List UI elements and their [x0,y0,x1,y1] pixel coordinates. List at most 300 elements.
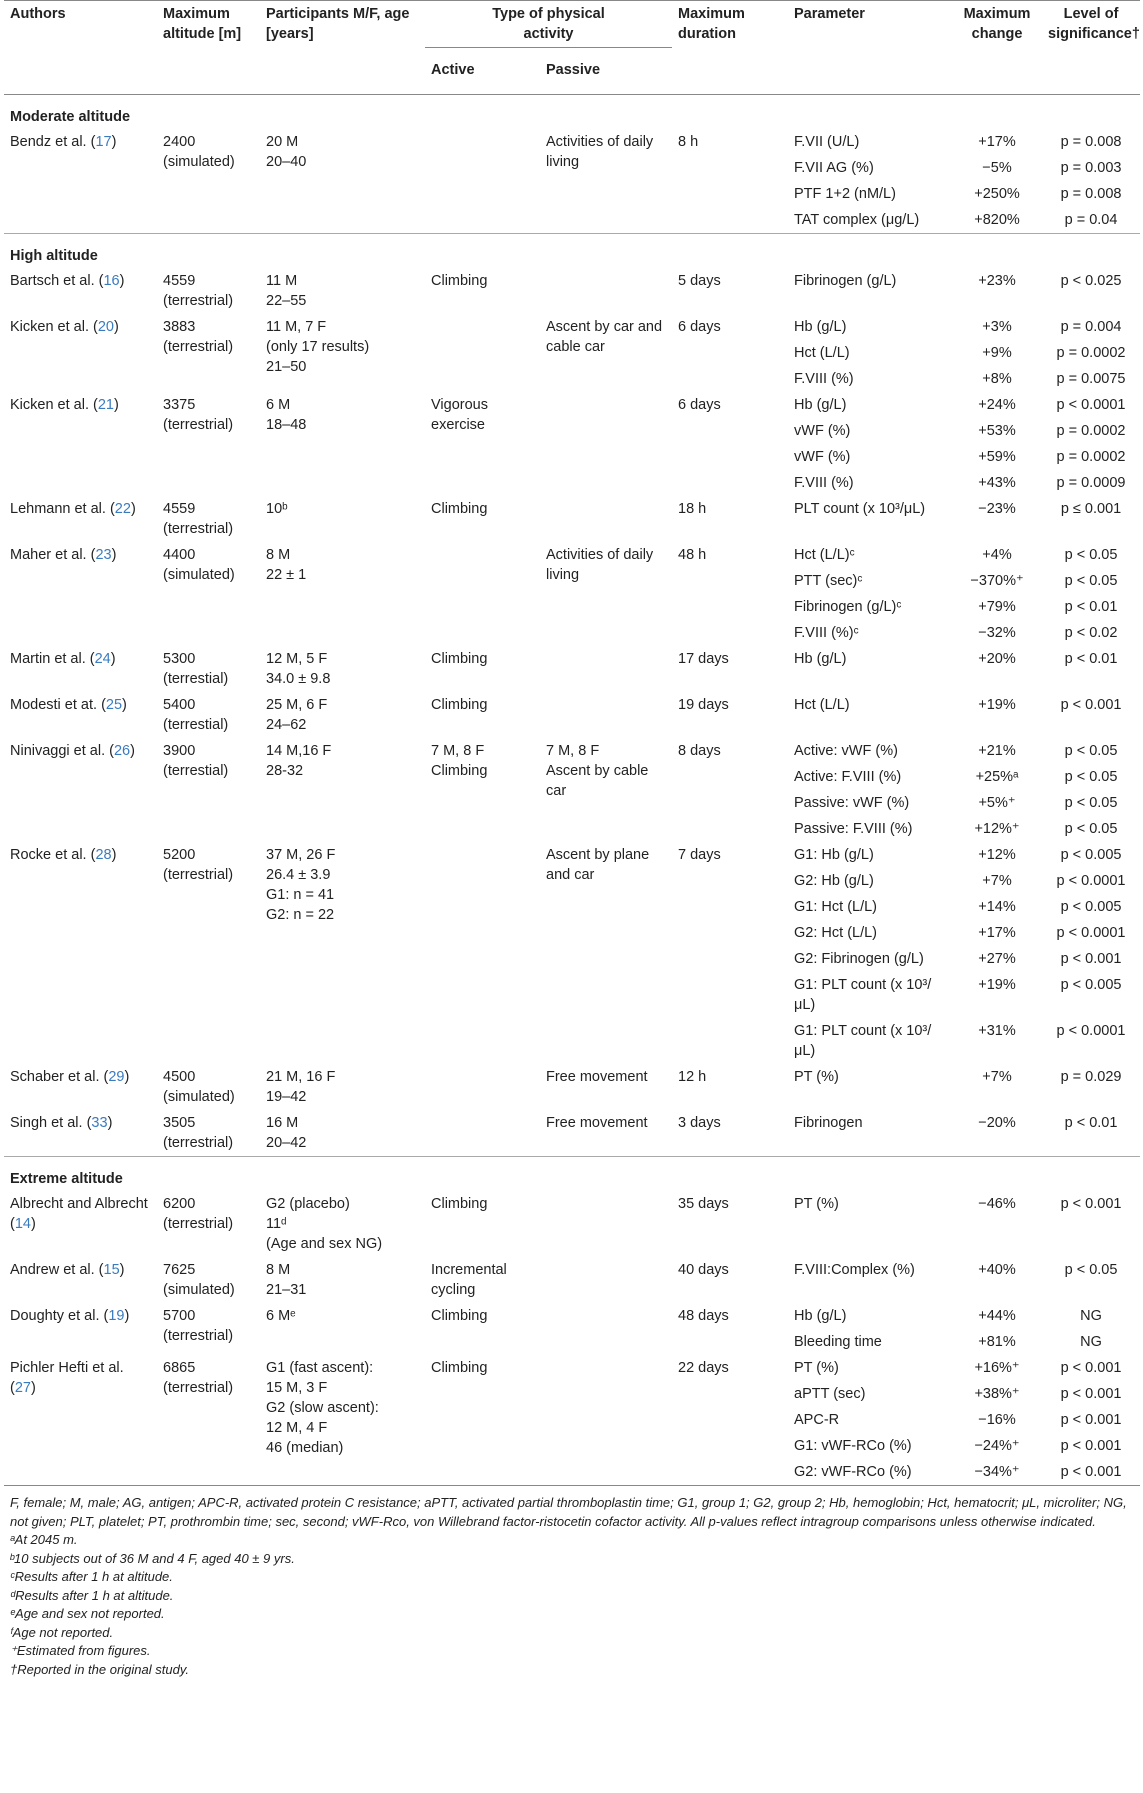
altitude-value: 6865 [163,1360,196,1376]
participants-line: 6 Mᵉ [266,1308,296,1324]
duration-cell: 40 days [678,1262,729,1278]
table-row [4,392,1140,418]
footnote: F, female; M, male; AG, antigen; APC-R, activated protein C resistance; aPTT, activated partial thromboplastin time; G1, group 1; G2, group 2; Hb, hemoglobin; Hct, hematocrit; μL, microliter; NG, not given; PLT, platelet; PT, prothrombin time; sec, second; vWF-Rco, von Willebrand factor-ristocetin cofactor activity. All p-values reflect intragroup comparisons unless otherwise indicated. [10,1495,1127,1529]
author-name: Lehmann et al. [10,501,106,517]
altitude-cell [157,1303,260,1355]
altitude-value: 3375 [163,397,196,413]
altitude-type: (terrestrial) [163,521,234,537]
parameter-cell: PTT (sec)ᶜ [794,573,863,589]
change-cell: +23% [978,273,1016,289]
change-cell: +16%⁺ [974,1360,1020,1376]
table-row [4,842,1140,868]
parameter-cell: F.VIII (%) [794,371,854,387]
altitude-type: (simulated) [163,1282,235,1298]
participants-line: 46 (median) [266,1440,344,1456]
table-row [4,542,1140,568]
author-cell: Modesti et at. (25) [10,697,127,713]
header-duration: Maximum duration [678,6,745,42]
participants-line: 25 M, 6 F [266,697,328,713]
table-row [4,268,1140,314]
change-cell: −32% [978,625,1016,641]
parameter-cell: F.VIII (%) [794,475,854,491]
significance-cell: p < 0.005 [1060,899,1122,915]
author-cell: Bendz et al. (17) [10,134,117,150]
change-cell: +43% [978,475,1016,491]
passive-activity-cell [540,1257,672,1303]
change-cell: +17% [978,925,1016,941]
parameter-cell: G2: Fibrinogen (g/L) [794,951,924,967]
altitude-cell [157,842,260,1064]
duration-cell: 5 days [678,273,721,289]
altitude-cell [157,129,260,234]
change-cell: +38%⁺ [974,1386,1020,1402]
table-row [4,1303,1140,1329]
participants-line: (only 17 results) [266,339,370,355]
parameter-cell: F.VII (U/L) [794,134,860,150]
altitude-cell [157,1191,260,1257]
reference-link[interactable]: 14 [14,1216,31,1232]
altitude-value: 5300 [163,651,196,667]
participants-line: 34.0 ± 9.8 [266,671,331,687]
significance-cell: p < 0.001 [1060,1412,1122,1428]
reference-link[interactable]: 28 [95,847,112,863]
table-row [4,692,1140,738]
parameter-cell: Fibrinogen (g/L) [794,273,897,289]
altitude-cell [157,392,260,496]
table-row [4,1355,1140,1381]
change-cell: +4% [982,547,1012,563]
change-cell: +79% [978,599,1016,615]
parameter-cell: G2: Hb (g/L) [794,873,874,889]
participants-line: 16 M [266,1115,299,1131]
author-cell: Rocke et al. (28) [10,847,117,863]
table-row [4,1110,1140,1157]
change-cell: +9% [982,345,1012,361]
participants-line: G2 (slow ascent): [266,1400,379,1416]
active-activity-line: Climbing [431,273,488,289]
active-activity-cell [425,314,540,392]
significance-cell: p = 0.029 [1060,1069,1122,1085]
participants-cell [260,692,425,738]
altitude-cell [157,646,260,692]
participants-line: 14 M,16 F [266,743,332,759]
table-row [4,646,1140,692]
reference-link[interactable]: 23 [95,547,112,563]
significance-cell: p = 0.003 [1060,160,1122,176]
altitude-type: (terrestrial) [163,417,234,433]
change-cell: +3% [982,319,1012,335]
passive-activity-cell [540,1355,672,1485]
parameter-cell: Hct (L/L)ᶜ [794,547,855,563]
parameter-cell: PT (%) [794,1196,839,1212]
active-activity-cell [425,268,540,314]
change-cell: +8% [982,371,1012,387]
altitude-type: (terrestial) [163,671,229,687]
reference-link[interactable]: 19 [108,1308,125,1324]
participants-line: (Age and sex NG) [266,1236,383,1252]
change-cell: +12% [978,847,1016,863]
participants-line: 10ᵇ [266,501,288,517]
parameter-cell: Bleeding time [794,1334,882,1350]
change-cell: +7% [982,1069,1012,1085]
footnote: †Reported in the original study. [10,1661,189,1677]
duration-cell: 3 days [678,1115,721,1131]
significance-cell: p < 0.0001 [1056,1023,1126,1039]
footnote: ᵈResults after 1 h at altitude. [10,1587,174,1603]
header-participants: Participants M/F, age [years] [266,6,410,42]
participants-line: 26.4 ± 3.9 [266,867,331,883]
significance-cell: p < 0.025 [1060,273,1122,289]
participants-line: 20 M [266,134,299,150]
duration-cell: 8 h [678,134,699,150]
altitude-value: 3900 [163,743,196,759]
parameter-cell: Fibrinogen (g/L)ᶜ [794,599,902,615]
reference-link[interactable]: 17 [95,134,112,150]
participants-cell [260,1110,425,1157]
passive-activity-cell [540,1303,672,1355]
participants-cell [260,314,425,392]
passive-activity-line: Ascent by cable car [546,763,649,799]
header-max-altitude: Maximum altitude [m] [163,6,242,42]
author-cell: Albrecht and Albrecht (14) [10,1196,148,1232]
author-name: Schaber et al. [10,1069,100,1085]
participants-line: G1: n = 41 [266,887,335,903]
author-cell: Martin et al. (24) [10,651,116,667]
altitude-cell [157,692,260,738]
participants-cell [260,129,425,234]
significance-cell: p < 0.001 [1060,951,1122,967]
altitude-type: (terrestrial) [163,1216,234,1232]
altitude-type: (terrestial) [163,763,229,779]
significance-cell: NG [1080,1334,1102,1350]
table-row [4,314,1140,340]
altitude-cell [157,1257,260,1303]
active-activity-line: Vigorous exercise [431,397,488,433]
parameter-cell: PT (%) [794,1360,839,1376]
author-name: Kicken et al. [10,397,89,413]
participants-line: 11 M, 7 F [266,319,327,335]
altitude-value: 4559 [163,501,196,517]
reference-link[interactable]: 16 [103,273,120,289]
reference-link[interactable]: 27 [14,1380,31,1396]
parameter-cell: G2: vWF-RCo (%) [794,1464,912,1480]
significance-cell: p < 0.001 [1060,1360,1122,1376]
participants-line: 8 M [266,1262,291,1278]
significance-cell: p < 0.05 [1064,769,1118,785]
author-cell: Andrew et al. (15) [10,1262,125,1278]
participants-cell [260,1257,425,1303]
parameter-cell: Fibrinogen [794,1115,863,1131]
header-passive: Passive [546,62,601,78]
altitude-type: (terrestrial) [163,1135,234,1151]
altitude-type: (terrestrial) [163,293,234,309]
altitude-value: 3883 [163,319,196,335]
altitude-value: 6200 [163,1196,196,1212]
section-row [4,95,1140,130]
change-cell: +40% [978,1262,1016,1278]
participants-cell [260,496,425,542]
significance-cell: p = 0.008 [1060,186,1122,202]
parameter-cell: F.VIII:Complex (%) [794,1262,915,1278]
altitude-coagulation-table [4,0,1140,1485]
header-activity-type: Type of physical activity [425,1,672,48]
altitude-cell [157,542,260,646]
altitude-cell [157,268,260,314]
participants-line: G2 (placebo) [266,1196,350,1212]
participants-line: 37 M, 26 F [266,847,336,863]
passive-activity-line: Ascent by plane and car [546,847,650,883]
participants-line: 28-32 [266,763,304,779]
author-name: Maher et al. [10,547,87,563]
change-cell: +81% [978,1334,1016,1350]
significance-cell: p = 0.0002 [1056,423,1126,439]
active-activity-line: Climbing [431,697,488,713]
author-name: Martin et al. [10,651,86,667]
parameter-cell: Hct (L/L) [794,697,850,713]
author-cell: Pichler Hefti et al. (27) [10,1360,124,1396]
passive-activity-line: Activities of daily living [546,547,654,583]
parameter-cell: G1: PLT count (x 10³/μL) [794,977,932,1013]
significance-cell: p < 0.001 [1060,1464,1122,1480]
active-activity-cell [425,738,540,842]
altitude-cell [157,314,260,392]
participants-line: 21–31 [266,1282,307,1298]
significance-cell: p < 0.001 [1060,1386,1122,1402]
altitude-value: 4400 [163,547,196,563]
author-name: Kicken et al. [10,319,89,335]
section-title: Extreme altitude [4,1157,1140,1192]
duration-cell: 35 days [678,1196,729,1212]
change-cell: −20% [978,1115,1016,1131]
altitude-type: (terrestrial) [163,1380,234,1396]
change-cell: −46% [978,1196,1016,1212]
reference-link[interactable]: 22 [114,501,131,517]
altitude-cell [157,496,260,542]
altitude-type: (terrestrial) [163,867,234,883]
author-name: Bendz et al. [10,134,87,150]
active-activity-line: Climbing [431,1308,488,1324]
change-cell: +20% [978,651,1016,667]
active-activity-line: Climbing [431,501,488,517]
significance-cell: p < 0.01 [1064,599,1118,615]
duration-cell: 6 days [678,319,721,335]
participants-cell [260,1191,425,1257]
significance-cell: p = 0.004 [1060,319,1122,335]
table-body [4,95,1140,1486]
altitude-type: (terrestrial) [163,339,234,355]
duration-cell: 22 days [678,1360,729,1376]
duration-cell: 17 days [678,651,729,667]
duration-cell: 48 h [678,547,707,563]
reference-link[interactable]: 24 [94,651,111,667]
section-row [4,1157,1140,1192]
section-title: High altitude [4,234,1140,269]
passive-activity-cell [540,314,672,392]
active-activity-line: Climbing [431,1360,488,1376]
significance-cell: p < 0.0001 [1056,925,1126,941]
participants-line: 21–50 [266,359,307,375]
author-cell: Singh et al. (33) [10,1115,113,1131]
participants-line: 22 ± 1 [266,567,307,583]
author-cell: Schaber et al. (29) [10,1069,130,1085]
active-activity-cell [425,1303,540,1355]
active-activity-cell [425,496,540,542]
change-cell: +820% [974,212,1020,228]
reference-link[interactable]: 20 [97,319,114,335]
participants-line: 20–42 [266,1135,307,1151]
passive-activity-cell [540,692,672,738]
active-activity-cell [425,646,540,692]
significance-cell: p = 0.0009 [1056,475,1126,491]
active-activity-cell [425,1064,540,1110]
altitude-type: (simulated) [163,154,235,170]
parameter-cell: PT (%) [794,1069,839,1085]
change-cell: −5% [982,160,1012,176]
passive-activity-cell [540,1191,672,1257]
parameter-cell: vWF (%) [794,423,851,439]
significance-cell: p < 0.02 [1064,625,1118,641]
reference-link[interactable]: 26 [113,743,131,759]
table-row [4,1064,1140,1110]
significance-cell: NG [1080,1308,1102,1324]
change-cell: +14% [978,899,1016,915]
parameter-cell: G1: PLT count (x 10³/μL) [794,1023,932,1059]
reference-link[interactable]: 21 [97,397,114,413]
parameter-cell: G1: Hb (g/L) [794,847,874,863]
author-name: Ninivaggi et al. [10,743,106,759]
table-header [4,1,1140,95]
active-activity-cell [425,1355,540,1485]
parameter-cell: Hb (g/L) [794,1308,847,1324]
author-cell: Doughty et al. (19) [10,1308,130,1324]
altitude-type: (terrestial) [163,717,229,733]
parameter-cell: Passive: F.VIII (%) [794,821,913,837]
altitude-cell [157,1110,260,1157]
passive-activity-line: Free movement [546,1069,648,1085]
parameter-cell: Hb (g/L) [794,319,847,335]
reference-link[interactable]: 29 [108,1069,125,1085]
change-cell: +24% [978,397,1016,413]
significance-cell: p < 0.05 [1064,821,1118,837]
parameter-cell: TAT complex (μg/L) [794,212,920,228]
altitude-type: (simulated) [163,567,235,583]
participants-line: 19–42 [266,1089,307,1105]
passive-activity-cell [540,738,672,842]
parameter-cell: APC-R [794,1412,840,1428]
change-cell: −16% [978,1412,1016,1428]
altitude-value: 4500 [163,1069,196,1085]
parameter-cell: Hb (g/L) [794,651,847,667]
participants-line: 12 M, 5 F [266,651,328,667]
active-activity-line: Climbing [431,651,488,667]
reference-link[interactable]: 25 [105,697,123,713]
reference-link[interactable]: 15 [103,1262,120,1278]
active-activity-cell [425,1257,540,1303]
participants-line: 24–62 [266,717,307,733]
passive-activity-line: Ascent by car and cable car [546,319,663,355]
participants-cell [260,842,425,1064]
author-name: Rocke et al. [10,847,87,863]
author-cell: Maher et al. (23) [10,547,117,563]
author-name: Singh et al. [10,1115,83,1131]
passive-activity-cell [540,842,672,1064]
reference-link[interactable]: 33 [91,1115,108,1131]
change-cell: +7% [982,873,1012,889]
table-row [4,1191,1140,1257]
significance-cell: p < 0.05 [1064,795,1118,811]
participants-line: G2: n = 22 [266,907,335,923]
change-cell: +17% [978,134,1016,150]
active-activity-line: 7 M, 8 F [431,743,485,759]
participants-line: 22–55 [266,293,307,309]
significance-cell: p = 0.0002 [1056,449,1126,465]
duration-cell: 7 days [678,847,721,863]
participants-cell [260,1303,425,1355]
significance-cell: p = 0.04 [1064,212,1118,228]
author-name: Doughty et al. [10,1308,100,1324]
parameter-cell: Active: vWF (%) [794,743,898,759]
passive-activity-cell [540,268,672,314]
passive-activity-cell [540,129,672,234]
parameter-cell: Hct (L/L) [794,345,850,361]
significance-cell: p < 0.0001 [1056,397,1126,413]
parameter-cell: Active: F.VIII (%) [794,769,902,785]
parameter-cell: vWF (%) [794,449,851,465]
altitude-value: 5400 [163,697,196,713]
altitude-value: 3505 [163,1115,196,1131]
altitude-value: 2400 [163,134,196,150]
parameter-cell: PTF 1+2 (nM/L) [794,186,896,202]
participants-line: 21 M, 16 F [266,1069,336,1085]
altitude-cell [157,738,260,842]
active-activity-cell [425,1110,540,1157]
passive-activity-cell [540,542,672,646]
header-change: Maximum change [963,6,1031,42]
change-cell: +44% [978,1308,1016,1324]
significance-cell: p = 0.0075 [1056,371,1126,387]
change-cell: +250% [974,186,1020,202]
participants-cell [260,646,425,692]
footnote: ᵇ10 subjects out of 36 M and 4 F, aged 40 ± 9 yrs. [10,1550,295,1566]
parameter-cell: aPTT (sec) [794,1386,866,1402]
participants-line: G1 (fast ascent): [266,1360,374,1376]
change-cell: −34%⁺ [974,1464,1020,1480]
participants-cell [260,738,425,842]
significance-cell: p < 0.005 [1060,977,1122,993]
altitude-value: 5200 [163,847,196,863]
change-cell: +31% [978,1023,1016,1039]
participants-line: 8 M [266,547,291,563]
table-row [4,738,1140,764]
change-cell: +53% [978,423,1016,439]
duration-cell: 12 h [678,1069,707,1085]
passive-activity-cell [540,392,672,496]
participants-line: 15 M, 3 F [266,1380,328,1396]
participants-cell [260,392,425,496]
active-activity-cell [425,842,540,1064]
change-cell: −24%⁺ [974,1438,1020,1454]
footnote: ᵉAge and sex not reported. [10,1606,165,1621]
author-name: Bartsch et al. [10,273,95,289]
altitude-type: (terrestrial) [163,1328,234,1344]
altitude-value: 5700 [163,1308,196,1324]
parameter-cell: Passive: vWF (%) [794,795,910,811]
duration-cell: 18 h [678,501,707,517]
header-active: Active [431,62,475,78]
author-cell: Lehmann et al. (22) [10,501,136,517]
author-cell: Ninivaggi et al. (26) [10,743,135,759]
significance-cell: p < 0.05 [1064,1262,1118,1278]
